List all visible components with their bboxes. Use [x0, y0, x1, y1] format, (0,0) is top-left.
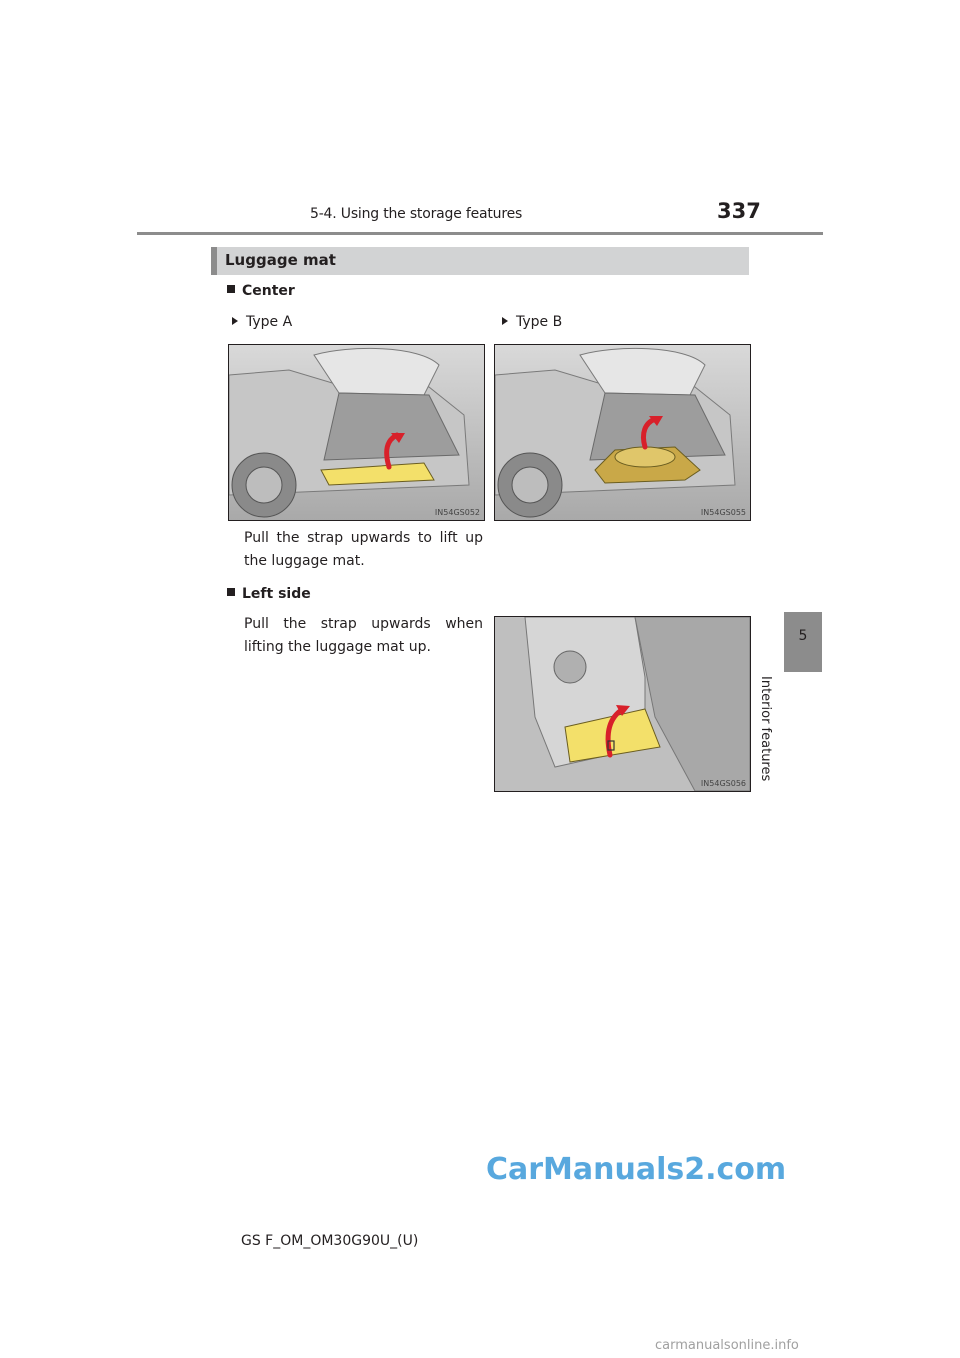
- triangle-bullet-icon: [232, 317, 238, 325]
- chapter-tab-number: 5: [798, 628, 808, 644]
- figure-code: IN54GS055: [700, 508, 746, 517]
- square-bullet-icon: [227, 285, 235, 293]
- page-number: 337: [717, 199, 761, 223]
- watermark-logo: CarManuals2.com: [486, 1152, 787, 1187]
- type-a-label: [232, 314, 292, 330]
- illustration-left-side: [494, 616, 751, 792]
- subheading-center: [227, 283, 295, 299]
- section-title: Luggage mat: [225, 251, 336, 269]
- figure-code: IN54GS052: [434, 508, 480, 517]
- triangle-bullet-icon: [502, 317, 508, 325]
- subheading-center-text: Center: [242, 283, 295, 299]
- footer-manual-code: GS F_OM_OM30G90U_(U): [241, 1233, 419, 1249]
- header-rule: [137, 232, 823, 235]
- chapter-tab-label-text: Interior features: [758, 676, 773, 782]
- square-bullet-icon: [227, 588, 235, 596]
- subheading-left-side: [227, 586, 311, 602]
- center-instruction: Pull the strap upwards to lift up the luggage mat.: [244, 530, 483, 569]
- illustration-type-b: [494, 344, 751, 521]
- figure-code: IN54GS056: [700, 779, 746, 788]
- type-b-label: [502, 314, 562, 330]
- subheading-left-side-text: Left side: [242, 586, 311, 602]
- left-side-instruction: Pull the strap upwards when lifting the luggage mat up.: [244, 616, 483, 655]
- header-section-title: 5-4. Using the storage features: [310, 206, 523, 222]
- chapter-tab-label: [758, 676, 794, 786]
- type-b-label-text: Type B: [516, 314, 563, 330]
- section-title-accent: [211, 247, 217, 275]
- type-a-label-text: Type A: [246, 314, 293, 330]
- watermark-site: carmanualsonline.info: [655, 1338, 799, 1353]
- illustration-type-a: [228, 344, 485, 521]
